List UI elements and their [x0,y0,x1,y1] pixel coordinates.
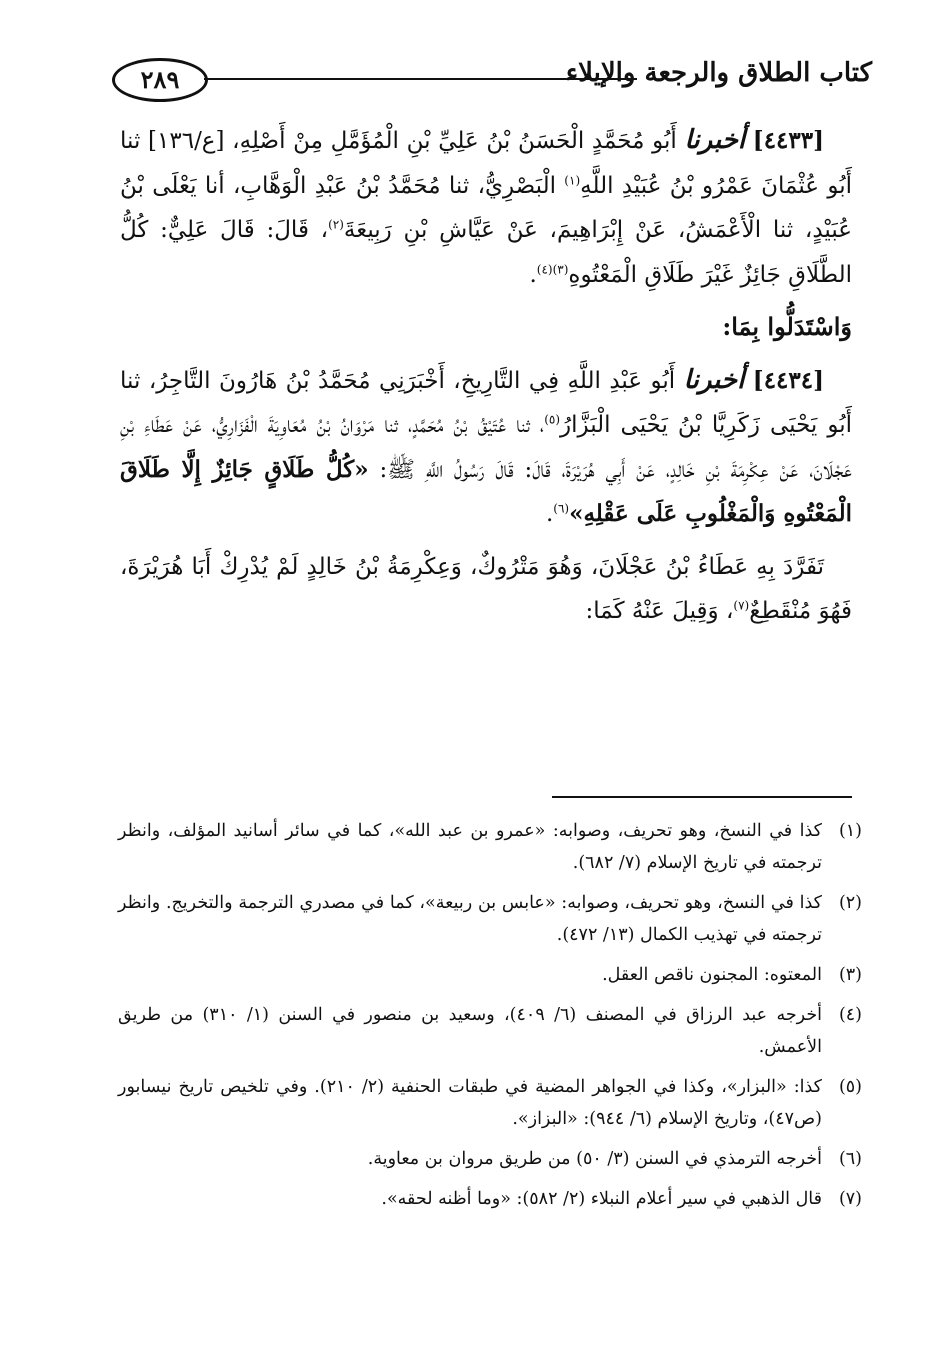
footnote [118,1183,862,1215]
isnad-text: أَبُو عَبْدِ اللَّهِ فِي التَّارِيخِ، أَخْبَرَنِي مُحَمَّدُ بْنُ هَارُونَ التَّاجِرُ، ثنا أَبُو يَحْيَى زَكَرِيَّا بْنُ يَحْيَى الْبَزَّارُ [120,367,852,438]
footnote-ref: (٢) [328,217,344,232]
paragraph-4434 [120,358,852,537]
footnote [118,999,862,1063]
commentary-text: تَفَرَّدَ بِهِ عَطَاءُ بْنُ عَجْلَانَ، وَهُوَ مَتْرُوكٌ، وَعِكْرِمَةُ بْنُ خَالِدٍ لَمْ يُدْرِكْ أَبَا هُرَيْرَةَ، فَهُوَ مُنْقَطِعٌ [120,553,852,624]
footnote-text: كذا في النسخ، وهو تحريف، وصوابه: «عمرو بن عبد الله»، كما في سائر أسانيد المؤلف، وانظر ترجمته في تاريخ الإسلام (٧/ ٦٨٢). [118,821,822,873]
footnote-number: (٧) [838,1189,862,1209]
main-text [120,118,852,642]
footnote [118,1071,862,1135]
paragraph-4433 [120,118,852,297]
footnote [118,959,862,991]
isnad-text: أَبُو مُحَمَّدٍ الْحَسَنُ بْنُ عَلِيِّ بْنِ الْمُؤَمَّلِ مِنْ أَصْلِهِ، [ع/١٣٦] ثنا أَبُو عُثْمَانَ عَمْرُو بْنُ عُبَيْدِ اللَّهِ [120,128,852,199]
footnote-number: (٢) [838,893,862,913]
footnote-text: كذا في النسخ، وهو تحريف، وصوابه: «عابس بن ربيعة»، كما في مصدري الترجمة والتخريج. وانظر ترجمته في تهذيب الكمال (١٣/ ٤٧٢). [118,893,822,945]
punctuation: . [545,501,554,527]
isnad-text: الْبَصْرِيُّ، ثنا مُحَمَّدُ بْنُ عَبْدِ الْوَهَّابِ، أنا يَعْلَى بْنُ عُبَيْدٍ، ثنا الْأَعْمَشُ، عَنْ إِبْرَاهِيمَ، عَنْ عَيَّاشِ بْنِ رَبِيعَةَ [120,172,852,243]
hadith-number: [٤٤٣٣] [752,127,824,154]
footnote-number: (١) [838,821,862,841]
footnote-divider [552,796,852,798]
footnote-number: (٣) [838,965,862,985]
footnote-ref: (٦) [553,501,570,516]
footnote-number: (٥) [838,1077,862,1097]
footnote-text: كذا: «البزار»، وكذا في الجواهر المضية في طبقات الحنفية (٢/ ٢١٠). وفي تلخيص تاريخ نيسابور (ص٤٧)، وتاريخ الإسلام (٦/ ٩٤٤): «البزاز». [118,1077,822,1129]
footnote [118,887,862,951]
isnad-text: ، ثنا عُتَيْقُ بْنُ مُحَمَّدٍ، ثنا مَرْوَانُ بْنُ مُعَاوِيَةَ الْفَزَارِيُّ، عَنْ عَطَاءِ بْنِ عَجْلَانَ، عَنْ عِكْرِمَةَ بْنِ خَالِدٍ، عَنْ أَبِي هُرَيْرَةَ، قَالَ: قَالَ رَسُولُ اللَّهِ ﷺ: [120,412,852,483]
footnote-text: أخرجه الترمذي في السنن (٣/ ٥٠) من طريق مروان بن معاوية. [367,1149,822,1169]
footnote-text: أخرجه عبد الرزاق في المصنف (٦/ ٤٠٩)، وسعيد بن منصور في السنن (١/ ٣١٠) من طريق الأعمش. [118,1005,823,1057]
akhbarana-label: أخبرنا [684,125,746,155]
hadith-number: [٤٤٣٤] [752,366,824,394]
page-number: ٢٨٩ [112,58,208,102]
matn-text: ، قَالَ: قَالَ عَلِيٌّ: كُلُّ الطَّلَاقِ جَائِزٌ غَيْرَ طَلَاقِ الْمَعْتُوهِ [120,217,852,288]
commentary-text: ، وَقِيلَ عَنْهُ كَمَا: [585,598,734,624]
footnote [118,1143,862,1175]
running-title: كتاب الطلاق والرجعة والإيلاء [565,58,872,88]
footnote-ref: (٥) [544,412,561,427]
footnote [118,815,862,879]
footnote-ref: (٧) [733,598,750,613]
page-header [112,58,872,108]
commentary-paragraph [120,545,852,634]
footnote-ref: (١) [564,172,581,187]
footnotes [118,815,862,1223]
footnote-number: (٤) [838,1005,862,1025]
punctuation: . [529,261,537,288]
footnote-text: المعتوه: المجنون ناقص العقل. [602,965,822,985]
footnote-ref: (٣)(٤) [536,261,569,276]
section-heading: وَاسْتَدَلُّوا بِمَا: [722,312,852,341]
footnote-text: قال الذهبي في سير أعلام النبلاء (٢/ ٥٨٢): «وما أظنه لحقه». [381,1189,822,1209]
akhbarana-label: أخبرنا [683,364,745,395]
footnote-number: (٦) [838,1149,862,1169]
hadith-matn: «كُلُّ طَلَاقٍ جَائِزٌ إِلَّا طَلَاقَ الْمَعْتُوهِ وَالْمَغْلُوبِ عَلَى عَقْلِهِ» [120,455,852,527]
